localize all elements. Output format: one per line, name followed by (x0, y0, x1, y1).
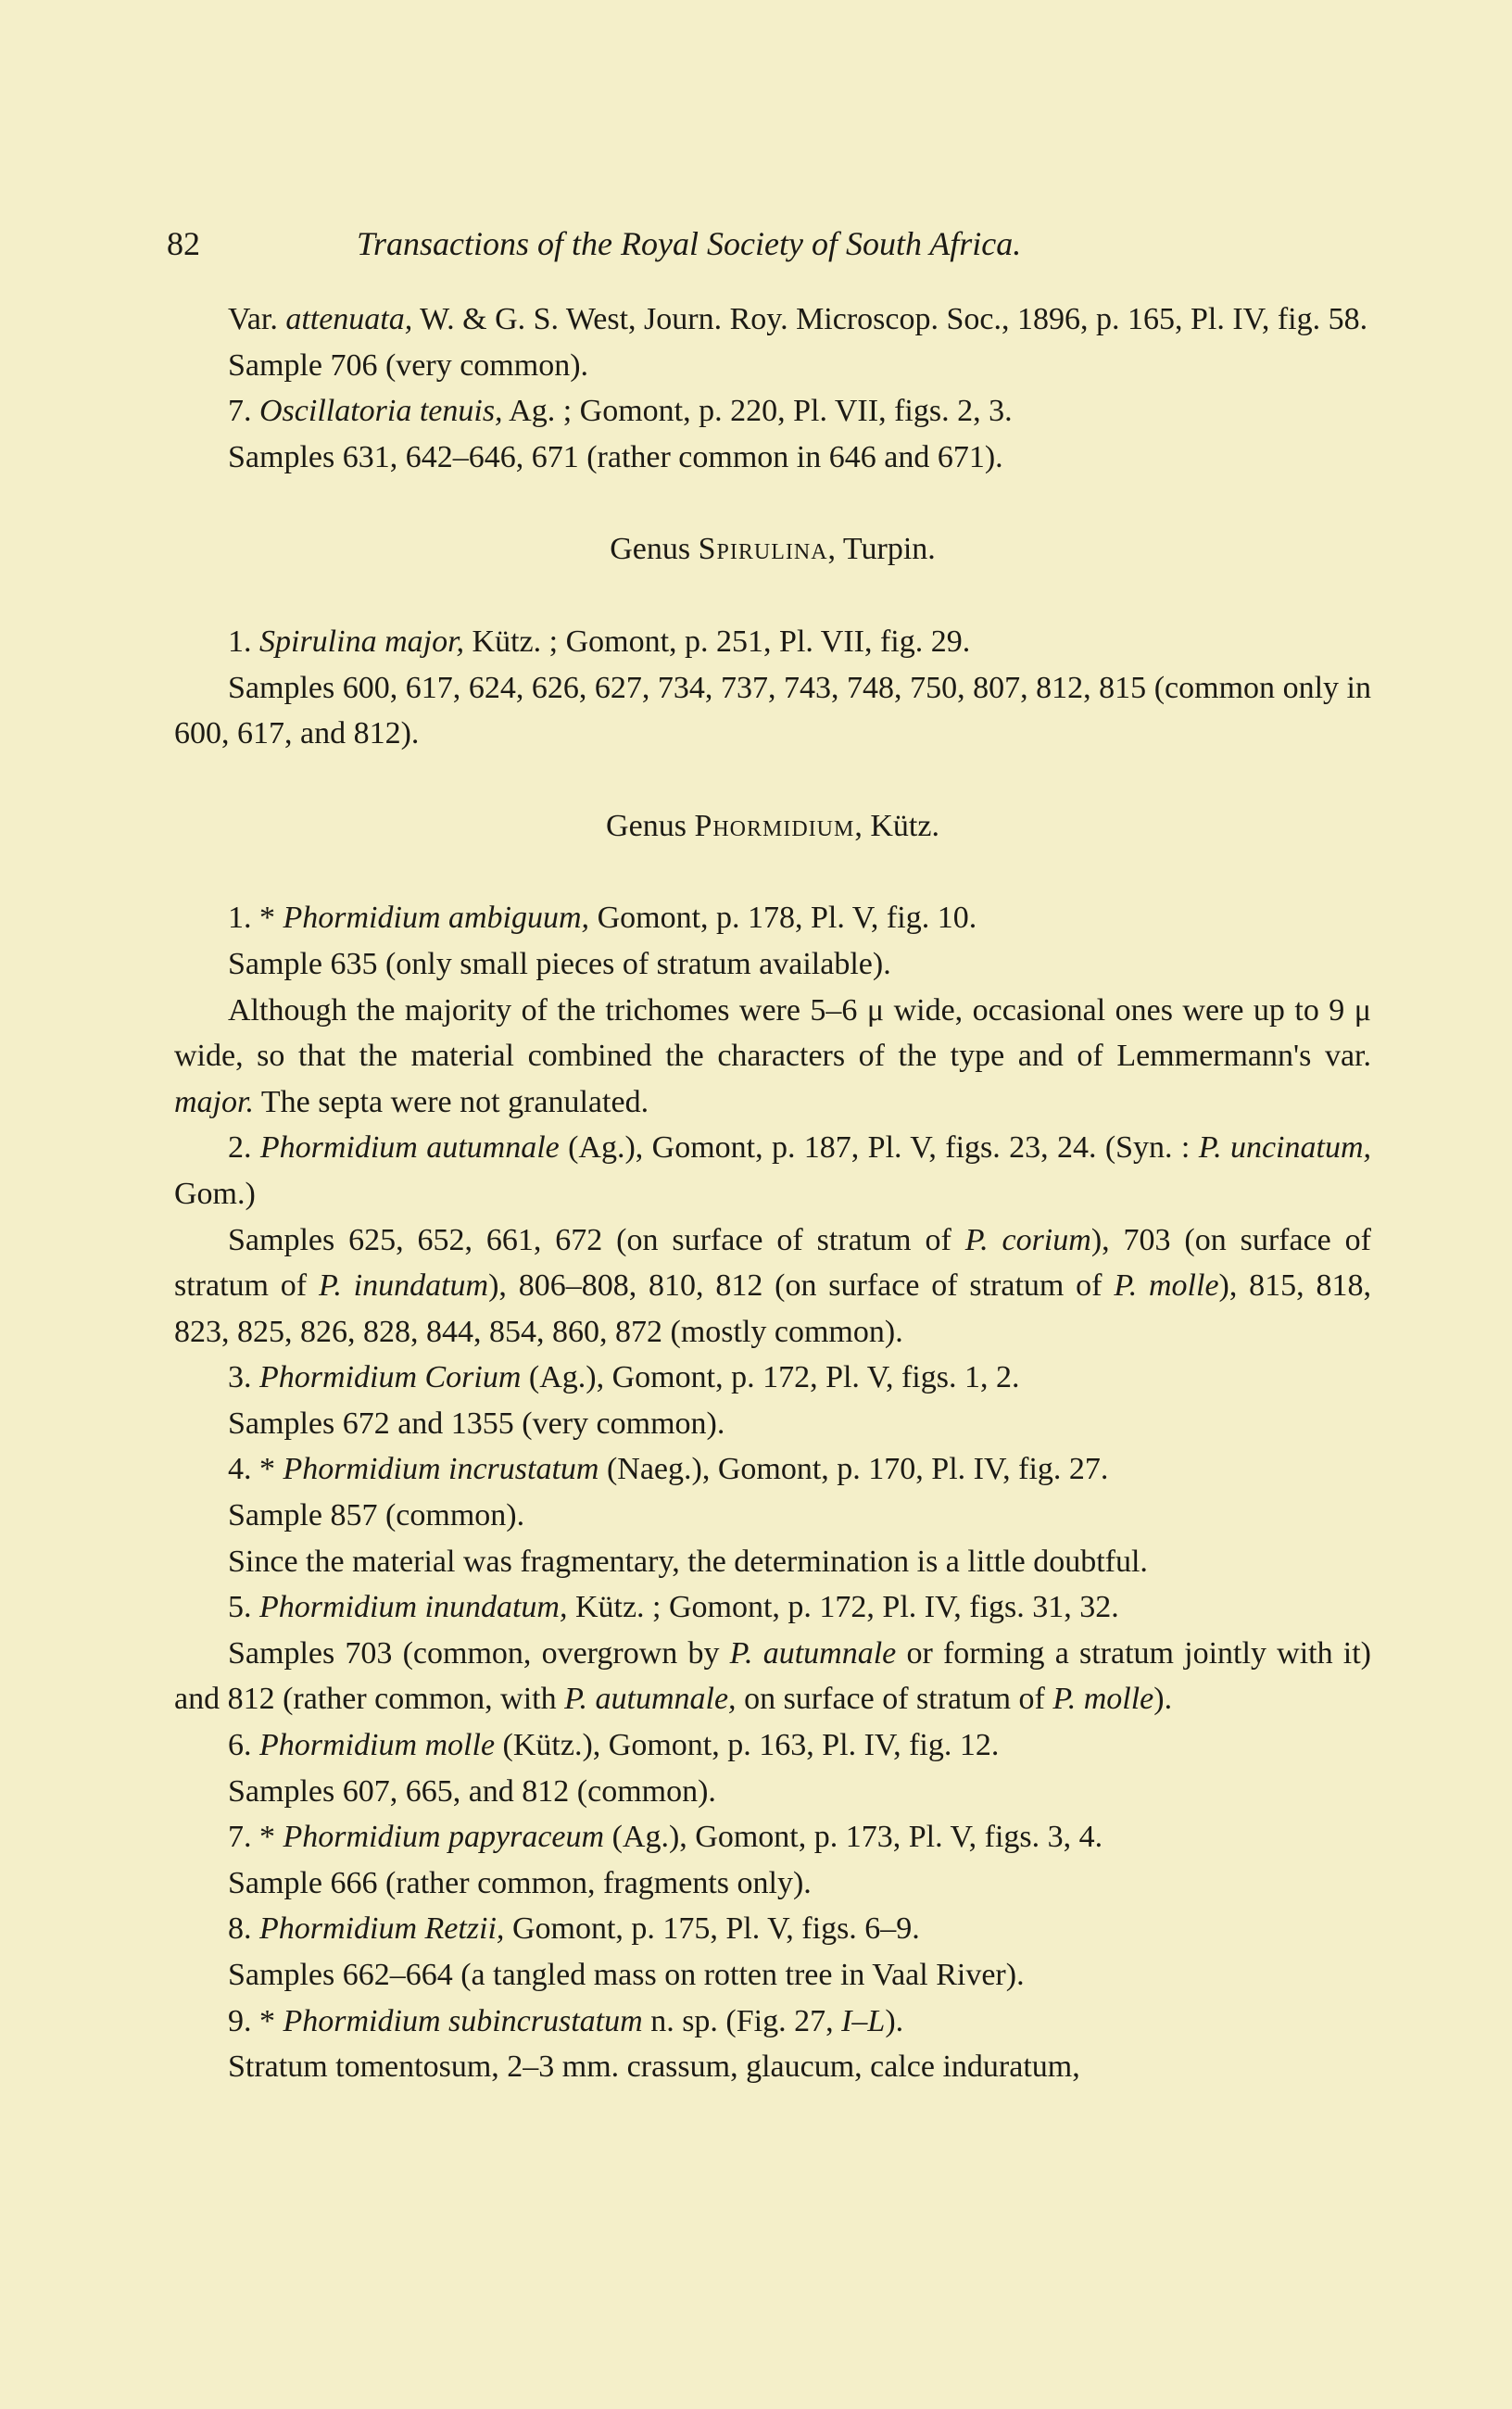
text: ), 806–808, 810, 812 (on surface of stratum of (488, 1268, 1115, 1304)
taxon-name: attenuata, (285, 302, 413, 336)
taxon-name: Phormidium Corium (259, 1360, 522, 1395)
paragraph-samples-703 (174, 1631, 1371, 1722)
taxon-name: Phormidium incrustatum (283, 1452, 599, 1487)
entry-phormidium-papyraceum (174, 1814, 1371, 1860)
text: (Naeg.), Gomont, p. 170, Pl. IV, fig. 27. (598, 1452, 1109, 1487)
entry-phormidium-molle (174, 1722, 1371, 1769)
entry-phormidium-corium (174, 1355, 1371, 1401)
entry-spirulina-major (174, 619, 1371, 665)
taxon-name: Phormidium ambiguum, (283, 901, 590, 936)
text: Samples 625, 652, 661, 672 (on surface of stratum of (228, 1222, 965, 1257)
taxon-name: Phormidium Retzii, (259, 1911, 505, 1947)
text: W. & G. S. West, Journ. Roy. Microscop. Soc., 1896, p. 165, Pl. IV, fig. 58. (412, 302, 1368, 336)
text: Kütz. ; Gomont, p. 172, Pl. IV, figs. 31, 32. (567, 1590, 1119, 1625)
page-number: 82 (167, 225, 200, 262)
text: Gomont, p. 178, Pl. V, fig. 10. (589, 901, 977, 936)
taxon-name: major. (174, 1084, 254, 1119)
taxon-name: Oscillatoria tenuis, (259, 394, 503, 429)
text: , Kütz. (854, 808, 939, 843)
entry-number: 3. (228, 1360, 259, 1395)
entry-phormidium-retzii (174, 1906, 1371, 1952)
text: ). (1153, 1682, 1173, 1717)
text: (Ag.), Gomont, p. 187, Pl. V, figs. 23, 24. (Syn. : (559, 1130, 1199, 1166)
entry-phormidium-incrustatum (174, 1446, 1371, 1493)
text: ), 703 (on surface of stratum of (174, 1222, 1371, 1304)
taxon-name: P. molle (1052, 1682, 1154, 1717)
taxon-name: Phormidium molle (259, 1728, 496, 1763)
running-title: Transactions of the Royal Society of South Africa. (357, 225, 1022, 262)
taxon-name: P. autumnale (729, 1635, 897, 1671)
text: Genus (610, 532, 699, 567)
paragraph-var-attenuata (174, 296, 1371, 343)
entry-oscillatoria-tenuis (174, 388, 1371, 435)
text: Kütz. ; Gomont, p. 251, Pl. VII, fig. 29. (464, 624, 971, 659)
text: ), 815, 818, 823, 825, 826, 828, 844, 854, 860, 872 (mostly common). (174, 1268, 1371, 1349)
paragraph-sample-635: Sample 635 (only small pieces of stratum available). (228, 946, 891, 981)
entry-number: 1. (228, 624, 259, 659)
entry-number: 7. (228, 394, 259, 429)
entry-phormidium-subincrustatum (174, 1999, 1371, 2045)
entry-phormidium-inundatum (174, 1584, 1371, 1631)
genus-name: Phormidium (694, 808, 855, 843)
taxon-name: Phormidium inundatum, (259, 1590, 568, 1625)
text: Ag. ; Gomont, p. 220, Pl. VII, figs. 2, 3. (502, 394, 1013, 429)
paragraph-although (174, 988, 1371, 1126)
entry-number: 4. * (228, 1452, 284, 1487)
taxon-name: Spirulina major, (259, 624, 465, 659)
taxon-name: P. corium (964, 1222, 1091, 1257)
text: (Ag.), Gomont, p. 173, Pl. V, figs. 3, 4. (604, 1820, 1103, 1855)
taxon-name: Phormidium subincrustatum (283, 2003, 643, 2038)
paragraph-samples-600: Samples 600, 617, 624, 626, 627, 734, 737, 743, 748, 750, 807, 812, 815 (common only in 600, 617, and 812). (174, 670, 1371, 751)
paragraph-samples-672: Samples 672 and 1355 (very common). (228, 1406, 725, 1441)
entry-number: 1. * (228, 901, 284, 936)
text: (Kütz.), Gomont, p. 163, Pl. IV, fig. 12. (495, 1728, 1000, 1763)
text: ). (885, 2003, 904, 2038)
paragraph-samples-625 (174, 1217, 1371, 1356)
taxon-name: Phormidium autumnale (259, 1130, 560, 1166)
taxon-name: P. inundatum (318, 1268, 489, 1304)
text: Although the majority of the trichomes were 5–6 μ wide, occasional ones were up to 9 μ wide, so that the material combined the characters of the type and of Lemmermann's var. (174, 992, 1371, 1074)
entry-phormidium-autumnale (174, 1125, 1371, 1217)
paragraph-stratum: Stratum tomentosum, 2–3 mm. crassum, glaucum, calce induratum, (228, 2050, 1080, 2085)
genus-heading-phormidium (174, 803, 1371, 850)
paragraph-sample-857: Sample 857 (common). (228, 1498, 525, 1533)
text: on surface of stratum of (736, 1682, 1053, 1717)
text: Gom.) (174, 1176, 256, 1211)
text: Gomont, p. 175, Pl. V, figs. 6–9. (504, 1911, 920, 1947)
paragraph-samples-631: Samples 631, 642–646, 671 (rather common in 646 and 671). (228, 439, 1003, 474)
text: (Ag.), Gomont, p. 172, Pl. V, figs. 1, 2. (521, 1360, 1020, 1395)
entry-phormidium-ambiguum (174, 895, 1371, 941)
text: Var. (228, 302, 286, 336)
text: n. sp. (Fig. 27, (642, 2003, 842, 2038)
taxon-name: P. autumnale, (564, 1682, 737, 1717)
entry-number: 5. (228, 1590, 259, 1625)
paragraph-sample-666: Sample 666 (rather common, fragments only). (228, 1865, 812, 1900)
paragraph-since: Since the material was fragmentary, the determination is a little doubtful. (228, 1544, 1148, 1579)
paragraph-sample-706: Sample 706 (very common). (228, 347, 589, 383)
paragraph-samples-607: Samples 607, 665, and 812 (common). (228, 1773, 716, 1809)
genus-heading-spirulina (174, 526, 1371, 573)
paragraph-samples-662: Samples 662–664 (a tangled mass on rotten tree in Vaal River). (228, 1958, 1025, 1992)
taxon-name: Phormidium papyraceum (283, 1820, 605, 1855)
text: Genus (606, 808, 695, 843)
page-header (167, 221, 1371, 267)
page-body (174, 296, 1371, 2090)
synonym-name: P. uncinatum, (1198, 1130, 1371, 1166)
entry-number: 2. (228, 1130, 260, 1166)
text: The septa were not granulated. (253, 1084, 649, 1119)
taxon-name: P. molle (1114, 1268, 1219, 1304)
text: , Turpin. (827, 532, 936, 567)
entry-number: 7. * (228, 1820, 284, 1855)
figure-ref: I–L (841, 2003, 886, 2038)
text: or forming a stratum jointly with it) and 812 (rather common, with (174, 1635, 1371, 1717)
text: Samples 703 (common, overgrown by (228, 1635, 730, 1671)
entry-number: 6. (228, 1728, 259, 1763)
genus-name: Spirulina (698, 532, 828, 567)
entry-number: 8. (228, 1911, 259, 1947)
entry-number: 9. * (228, 2003, 284, 2038)
